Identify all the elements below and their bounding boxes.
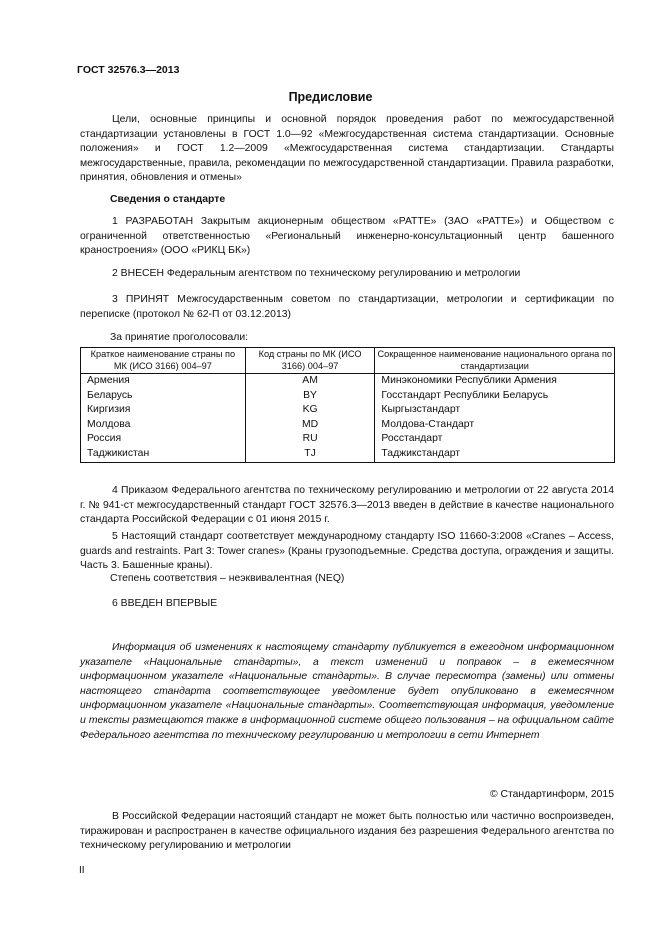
copyright-notice: © Стандартинформ, 2015 [489,789,614,800]
country-name: Беларусь [81,389,246,404]
document-header: ГОСТ 32576.3—2013 [77,64,180,76]
table-row [81,374,615,389]
item-4-paragraph: 4 Приказом Федерального агентства по техническому регулированию и метрологии от 22 августа 2014 г. № 941-ст межгосударственный стандарт ГОСТ 32576.3—2013 введен в действие в качестве национального стандарта Российской Федерации с 01 июня 2015 г. [80,485,614,526]
table-header-country: Краткое наименование страны по МК (ИСО 3166) 004–97 [81,348,246,374]
item-3-paragraph: 3 ПРИНЯТ Межгосударственным советом по стандартизации, метрологии и сертификации по переписке (протокол № 62-П от 03.12.2013) [80,294,614,320]
country-code: BY [245,389,375,404]
country-code: MD [245,418,375,433]
item-5-paragraph: 5 Настоящий стандарт соответствует международному стандарту ISO 11660-3:2008 «Cranes – Access, guards and restraints. Part 3: Tower cranes» (Краны грузоподъемные. Средства доступа, ограждения и защиты. Часть 3. Башенные краны). [80,531,614,572]
section-heading: Сведения о стандарте [110,194,226,205]
table-row [81,447,615,462]
country-code: KG [245,403,375,418]
country-name: Таджикистан [81,447,246,462]
page-number: II [79,865,85,876]
table-row [81,403,615,418]
votes-caption: За принятие проголосовали: [110,332,249,343]
country-code: AM [245,374,375,389]
table-row [81,432,615,447]
table-header-row [81,348,615,374]
country-name: Киргизия [81,403,246,418]
votes-table [80,347,615,463]
national-body: Росстандарт [375,432,615,447]
national-body: Госстандарт Республики Беларусь [375,389,615,404]
table-row [81,389,615,404]
item-5-degree: Степень соответствия – неэквивалентная (NEQ) [110,573,345,584]
national-body: Минэкономики Республики Армения [375,374,615,389]
item-1-paragraph: 1 РАЗРАБОТАН Закрытым акционерным обществом «РАТТЕ» (ЗАО «РАТТЕ») и Обществом с ограниченной ответственностью «Региональный инженерно-консультационный центр башенного краностроения» (ООО «РИКЦ БК») [80,216,614,257]
country-name: Молдова [81,418,246,433]
country-code: RU [245,432,375,447]
national-body: Кыргызстандарт [375,403,615,418]
national-body: Таджикстандарт [375,447,615,462]
table-row [81,418,615,433]
item-2-paragraph: 2 ВНЕСЕН Федеральным агентством по техническому регулированию и метрологии [112,268,521,279]
item-6-paragraph: 6 ВВЕДЕН ВПЕРВЫЕ [112,598,218,609]
country-name: Россия [81,432,246,447]
country-name: Армения [81,374,246,389]
national-body: Молдова-Стандарт [375,418,615,433]
rights-notice: В Российской Федерации настоящий стандарт не может быть полностью или частично воспроизведен, тиражирован и распространен в качестве официального издания без разрешения Федерального агентства по техническому регулированию и метрологии [80,811,614,852]
table-header-body: Сокращенное наименование национального органа по стандартизации [375,348,615,374]
info-notice: Информация об изменениях к настоящему стандарту публикуется в ежегодном информационном указателе «Национальные стандарты», а текст изменений и поправок – в ежемесячном информационном указателе «Национальные стандарты». В случае пересмотра (замены) или отмены настоящего стандарта соответствующее уведомление будет опубликовано в ежемесячном информационном указателе «Национальные стандарты». Соответствующая информация, уведомление и тексты размещаются также в информационной системе общего пользования – на официальном сайте Федерального агентства по техническому регулированию и метрологии в сети Интернет [80,642,614,741]
page-title: Предисловие [288,90,373,104]
intro-paragraph: Цели, основные принципы и основной порядок проведения работ по межгосударственной стандартизации установлены в ГОСТ 1.0—92 «Межгосударственная система стандартизации. Основные положения» и ГОСТ 1.2—2009 «Межгосударственная система стандартизации. Стандарты межгосударственные, правила, рекомендации по межгосударственной стандартизации. Правила разработки, принятия, обновления и отмены» [80,114,614,184]
country-code: TJ [245,447,375,462]
table-header-code: Код страны по МК (ИСО 3166) 004–97 [245,348,375,374]
